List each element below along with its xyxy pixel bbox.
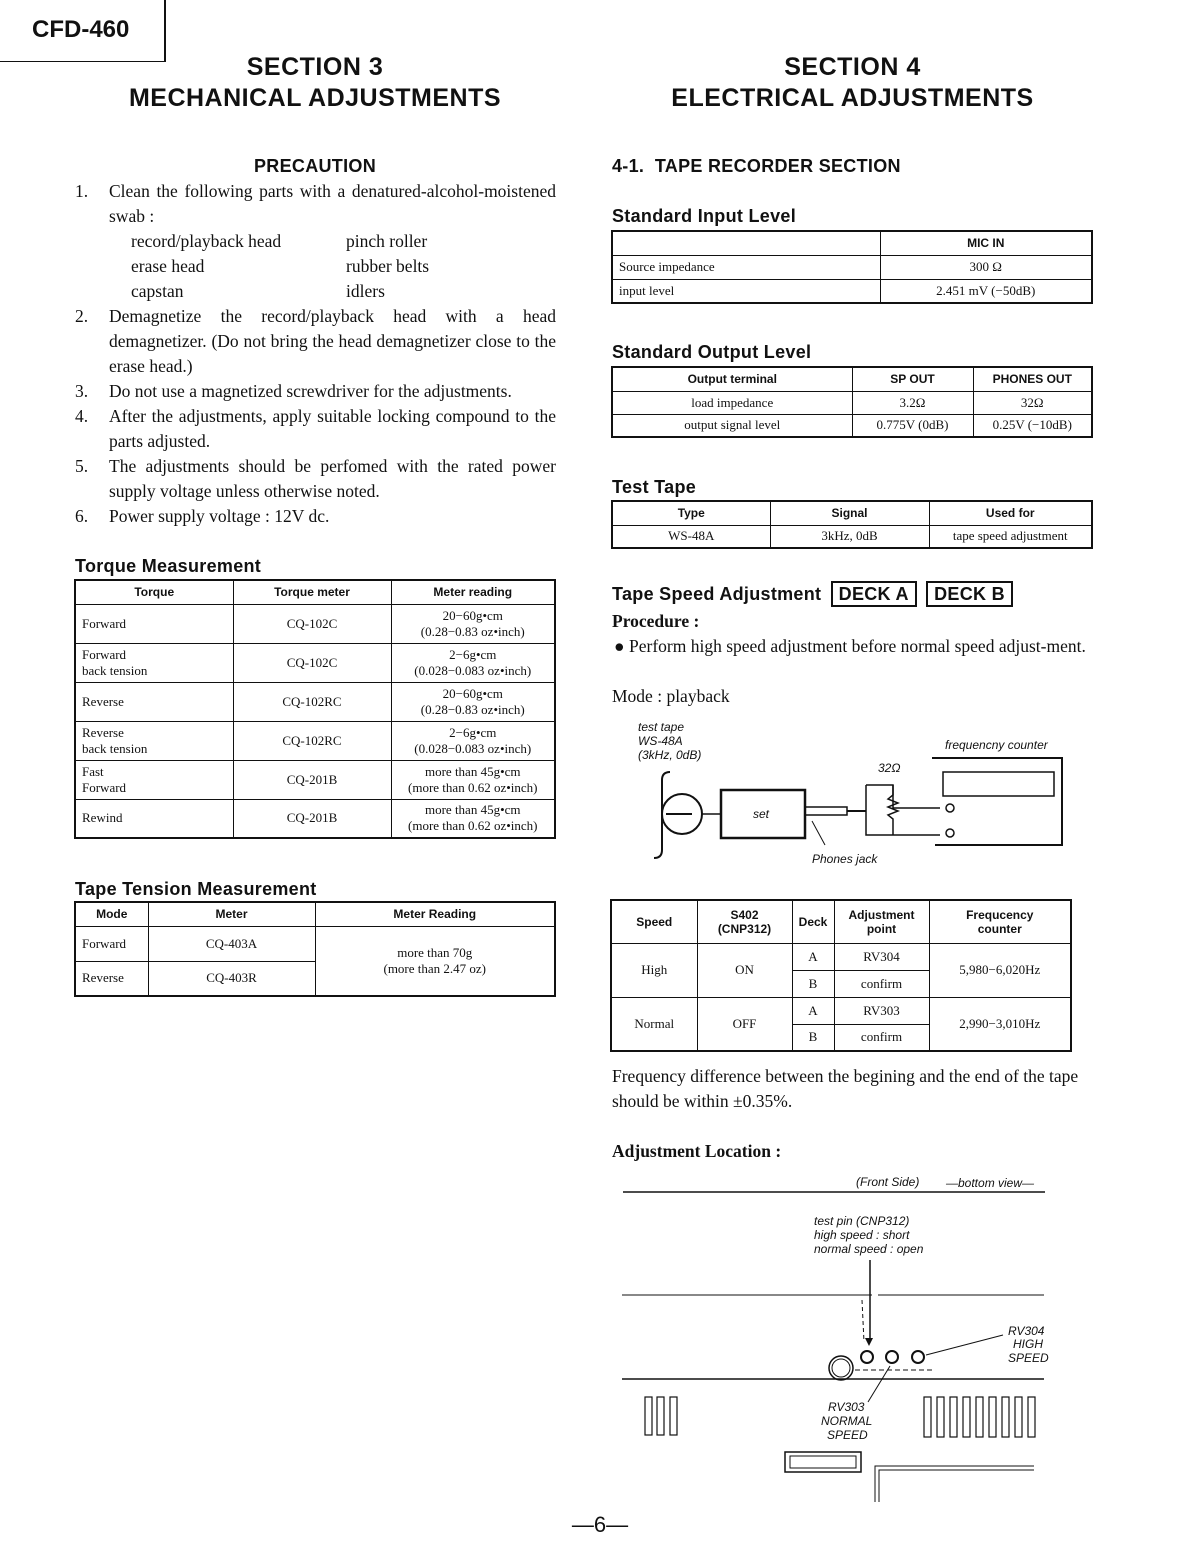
item-number: 5. [75,456,89,476]
part: pinch roller [346,231,428,251]
item-text: After the adjustments, apply suitable locking compound to the parts adjusted. [109,406,556,451]
table-row [75,604,555,643]
model-label: CFD-460 [0,0,166,62]
bullet-icon: ● [614,636,625,656]
column-header: Deck [792,900,834,943]
cell: 2,990−3,010Hz [929,997,1071,1051]
location-heading: Adjustment Location : [612,1141,782,1161]
column-header: Used for [929,501,1092,525]
test-tape-table [611,500,1093,549]
connector-icon [829,1356,853,1380]
column-header: PHONES OUT [973,367,1092,391]
cell: A [792,997,834,1024]
line: (more than 0.62 oz•inch) [408,818,538,834]
line: more than 45g•cm [424,802,521,818]
meter-cell: CQ-102RC [233,682,391,721]
cell: tape speed adjustment [929,525,1092,548]
line: more than 45g•cm [424,763,521,779]
column-header: Output terminal [612,367,852,391]
line: back tension [82,740,148,756]
line: (0.028−0.083 oz•inch) [414,740,532,756]
column-header [834,900,929,943]
precaution-list [75,179,556,529]
resistor-label: 32Ω [878,761,901,775]
torque-heading: Torque Measurement [75,556,262,576]
reading: more than 70g [397,944,473,960]
torque-cell [75,604,233,643]
column-header: SP OUT [852,367,973,391]
page-number: —6— [571,1512,629,1537]
line: Reverse [82,693,124,709]
meter-cell: CQ-201B [233,799,391,838]
item-text: Do not use a magnetized screwdriver for the adjustments. [109,381,512,401]
cell: Source impedance [612,255,880,279]
phones-plug-icon [805,807,847,815]
cell: RV304 [834,943,929,970]
torque-cell [75,760,233,799]
tape-label: test tape [638,720,685,734]
section-title: ELECTRICAL ADJUSTMENTS [671,84,1034,112]
header-line: (CNP312) [717,921,772,936]
rv303-label: NORMAL [821,1414,873,1428]
column-header: Meter reading [391,580,555,604]
column-header: Signal [770,501,929,525]
rv304-label: RV304 [1008,1324,1045,1338]
line: 20−60g•cm [442,685,503,701]
bullet-text: Perform high speed adjustment before normal speed adjust-ment. [629,636,1086,656]
item-text: The adjustments should be perfomed with the rated power supply voltage unless otherwise noted. [109,456,556,501]
column-header: Speed [611,900,697,943]
header-line: point [866,921,897,936]
line: Reverse [82,724,124,740]
front-side-label: (Front Side) [856,1175,920,1189]
heading-text: Tape Speed Adjustment [612,584,822,604]
test-pin-label: normal speed : open [814,1242,924,1256]
tape-speed-heading [612,581,1013,607]
column-header [697,900,792,943]
table-row [75,760,555,799]
resistor-icon [888,785,898,835]
section-title: MECHANICAL ADJUSTMENTS [128,84,502,112]
column-header: Torque meter [233,580,391,604]
tension-table [74,901,556,997]
rv303-icon [886,1351,898,1363]
list-item [75,504,556,529]
speed-adjustment-table [610,899,1072,1052]
column-header: Mode [75,902,148,926]
pcb-terminals-right [924,1397,1035,1437]
meter-cell: CQ-102RC [233,721,391,760]
meter-reading-cell [315,926,555,996]
line: 2−6g•cm [449,724,497,740]
cell: 3.2Ω [852,391,973,414]
line: Forward [82,646,127,662]
cell: CQ-403R [148,961,315,996]
rv304-icon [912,1351,924,1363]
part: record/playback head [131,231,282,251]
cell: A [792,943,834,970]
torque-cell [75,682,233,721]
tape-label: (3kHz, 0dB) [638,748,702,762]
item-number: 1. [75,181,89,201]
rv304-label: HIGH [1013,1337,1043,1351]
reading-cell [391,721,555,760]
line: (0.28−0.83 oz•inch) [420,701,525,717]
tape-label: WS-48A [638,734,683,748]
line: (0.028−0.083 oz•inch) [414,662,532,678]
table-row [75,926,555,961]
part: rubber belts [346,256,430,276]
column-header: Type [612,501,770,525]
tension-heading: Tape Tension Measurement [75,879,317,899]
item-text: Power supply voltage : 12V dc. [109,506,330,526]
rv303-label: SPEED [827,1428,868,1442]
cell: 5,980−6,020Hz [929,943,1071,997]
pcb-terminals-left [645,1397,677,1435]
line: back tension [82,662,148,678]
reading-cell [391,604,555,643]
cell: output signal level [612,414,852,437]
list-item [75,179,556,304]
cell: 0.25V (−10dB) [973,414,1092,437]
header-line: Adjustment [848,907,915,922]
counter-label: frequencny counter [945,738,1048,752]
cell: 300 Ω [880,255,1092,279]
torque-table [74,579,556,839]
torque-cell [75,643,233,682]
column-header: Meter Reading [315,902,555,926]
column-header: MIC IN [880,231,1092,255]
line: (more than 0.62 oz•inch) [408,779,538,795]
deck-a-badge: DECK A [831,581,917,607]
part: capstan [131,281,184,301]
meter-cell: CQ-201B [233,760,391,799]
line: Forward [82,615,127,631]
list-item [75,379,556,404]
cell: WS-48A [612,525,770,548]
line: Forward [82,779,127,795]
table-row [75,799,555,838]
cell: confirm [834,1024,929,1051]
cell: input level [612,279,880,303]
procedure-bullet [612,634,1094,659]
reading-cell [391,760,555,799]
header-line: S402 [730,907,759,922]
cell: load impedance [612,391,852,414]
section-3-heading [75,52,555,114]
table-row [611,943,1071,970]
table-row [612,279,1092,303]
cell: ON [697,943,792,997]
test-tape-heading: Test Tape [612,477,697,497]
list-item [75,304,556,379]
line: Fast [82,763,104,779]
table-row [75,643,555,682]
table-row [75,682,555,721]
counter-display [943,772,1054,796]
procedure-label: Procedure : [612,611,700,631]
deck-b-badge: DECK B [926,581,1013,607]
cell: 3kHz, 0dB [770,525,929,548]
switch-icon [785,1452,861,1472]
cell: B [792,970,834,997]
column-header [929,900,1071,943]
reading-cell [391,799,555,838]
table-row [75,721,555,760]
item-number: 4. [75,406,89,426]
item-text: Demagnetize the record/playback head with a head demagnetizer. (Do not bring the head demagnetizer close to the erase head.) [109,306,556,376]
reading-cell [391,643,555,682]
cell: confirm [834,970,929,997]
header-line: Frequcency [966,907,1034,922]
set-label: set [753,807,770,821]
input-heading: Standard Input Level [612,206,797,226]
section-4-heading [612,52,1093,114]
frequency-note: Frequency difference between the begining and the end of the tape should be within ±0.35%. [612,1066,1079,1111]
cell: B [792,1024,834,1051]
column-header: Meter [148,902,315,926]
test-pin-label: high speed : short [814,1228,910,1242]
phones-jack-label: Phones jack [812,852,878,866]
cell: 32Ω [973,391,1092,414]
table-row [612,391,1092,414]
torque-cell [75,721,233,760]
cell: RV303 [834,997,929,1024]
torque-cell [75,799,233,838]
line: 20−60g•cm [442,607,503,623]
item-number: 6. [75,506,89,526]
table-row [612,525,1092,548]
section-number: SECTION 4 [784,53,921,81]
cell: OFF [697,997,792,1051]
list-item [75,404,556,454]
item-text: Clean the following parts with a denatured-alcohol-moistened swab : [109,181,556,226]
cell: Reverse [75,961,148,996]
cell: High [611,943,697,997]
table-row [612,414,1092,437]
reading-cell [391,682,555,721]
empty-header [612,231,880,255]
rv304-label: SPEED [1008,1351,1049,1365]
column-header: Torque [75,580,233,604]
input-level-table [611,230,1093,304]
subsection-heading: 4-1. TAPE RECORDER SECTION [612,156,901,176]
adjustment-location-diagram [610,1170,1060,1510]
cell: 0.775V (0dB) [852,414,973,437]
output-heading: Standard Output Level [612,342,812,362]
cell: CQ-403A [148,926,315,961]
cell: Forward [75,926,148,961]
parts-list [109,229,556,304]
rv303-label: RV303 [828,1400,865,1414]
bottom-view-label: —bottom view— [946,1176,1035,1190]
test-pin-icon [861,1351,873,1363]
section-number: SECTION 3 [246,53,384,81]
list-item [75,454,556,504]
item-number: 2. [75,306,89,326]
table-row [612,255,1092,279]
meter-cell: CQ-102C [233,643,391,682]
cell: Normal [611,997,697,1051]
line: Rewind [82,810,123,826]
table-row [611,997,1071,1024]
item-number: 3. [75,381,89,401]
output-level-table [611,366,1093,438]
cell: 2.451 mV (−50dB) [880,279,1092,303]
meter-cell: CQ-102C [233,604,391,643]
test-pin-label: test pin (CNP312) [814,1214,910,1228]
line: (0.28−0.83 oz•inch) [420,623,525,639]
header-line: counter [977,921,1022,936]
precaution-heading: PRECAUTION [253,156,376,176]
part: idlers [346,281,385,301]
line: 2−6g•cm [449,646,497,662]
reading-oz: (more than 2.47 oz) [383,960,487,976]
part: erase head [131,256,205,276]
mode-label: Mode : playback [612,686,730,706]
connection-diagram [610,700,1090,880]
